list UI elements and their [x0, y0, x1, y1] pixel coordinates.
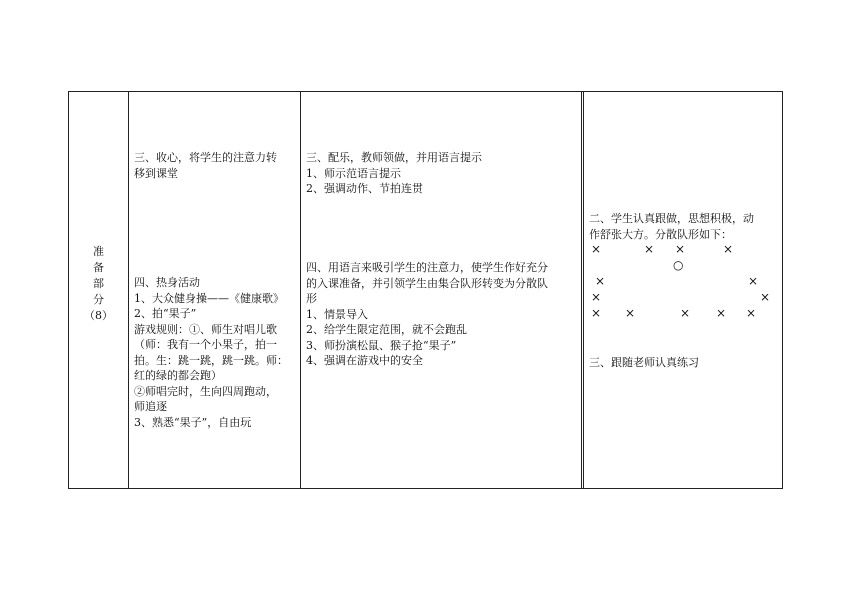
student-cross-mark: × [675, 242, 686, 256]
student-cross-mark: × [760, 290, 771, 304]
text-line: 师追逐 [134, 400, 167, 413]
scattered-formation-diagram [590, 242, 780, 322]
text-line: 三、跟随老师认真练习 [589, 356, 699, 369]
section-minutes: （8） [84, 309, 113, 322]
text-line: 四、热身活动 [134, 276, 200, 289]
student-cross-mark: × [680, 306, 691, 320]
section-label-char: 备 [93, 261, 104, 274]
student-cross-mark: × [591, 306, 602, 320]
section-label-char: 分 [93, 293, 104, 306]
text-line: 3、师扮演松鼠、猴子抢“果子” [306, 338, 457, 352]
text-line: 4、强调在游戏中的安全 [306, 354, 423, 367]
text-line: 1、情景导入 [306, 307, 368, 321]
student-cross-mark: × [723, 242, 734, 256]
text-line: 2、给学生限定范围，就不会跑乱 [306, 323, 467, 336]
column-divider [581, 92, 584, 488]
text-line: 1、大众健身操——《健康歌》 [134, 291, 284, 305]
student-cross-mark: × [716, 306, 727, 320]
teacher-block-game [306, 260, 578, 369]
text-line: 的入课准备，并引领学生由集合队形转变为分散队 [306, 276, 548, 290]
text-line: 三、配乐，教师领做，并用语言提示 [306, 151, 482, 164]
student-cross-mark: × [591, 290, 602, 304]
content-block-warmup [134, 275, 300, 430]
text-line: 二、学生认真跟做，思想积极，动 [589, 212, 754, 225]
text-line: 作舒张大方。分散队形如下： [589, 227, 732, 241]
column-divider [128, 92, 129, 488]
student-block-follow [589, 211, 781, 242]
section-label [69, 244, 128, 324]
student-cross-mark: × [746, 306, 757, 320]
text-line: 红的绿的都会跑） [134, 369, 222, 382]
text-line: 移到课堂 [134, 166, 178, 180]
text-line: 拍。生：跳一跳，跳一跳。师： [134, 353, 288, 367]
lesson-plan-table [68, 91, 783, 489]
text-line: 形 [306, 292, 317, 305]
teacher-circle-mark: ○ [673, 258, 684, 272]
teacher-block-music [306, 150, 578, 197]
text-line: 1、师示范语言提示 [306, 166, 401, 180]
text-line: 2、拍“果子” [134, 307, 197, 320]
student-cross-mark: × [591, 242, 602, 256]
student-cross-mark: × [595, 274, 606, 288]
column-divider [300, 92, 301, 488]
student-cross-mark: × [625, 306, 636, 320]
text-line: ②师唱完时，生向四周跑动， [134, 384, 277, 398]
section-label-char: 准 [93, 245, 104, 258]
content-block-focus [134, 150, 300, 181]
section-label-char: 部 [93, 277, 104, 290]
student-cross-mark: × [644, 242, 655, 256]
text-line: 三、收心，将学生的注意力转 [134, 151, 277, 164]
text-line: 3、熟悉“果子”，自由玩 [134, 415, 252, 429]
text-line: 四、用语言来吸引学生的注意力，使学生作好充分 [306, 261, 548, 274]
text-line: 游戏规则：①、师生对唱儿歌 [134, 322, 277, 336]
text-line: （师：我有一个小果子，拍一 [134, 338, 277, 351]
text-line: 2、强调动作、节拍连贯 [306, 182, 423, 195]
student-block-practice [589, 355, 781, 371]
student-cross-mark: × [748, 274, 759, 288]
